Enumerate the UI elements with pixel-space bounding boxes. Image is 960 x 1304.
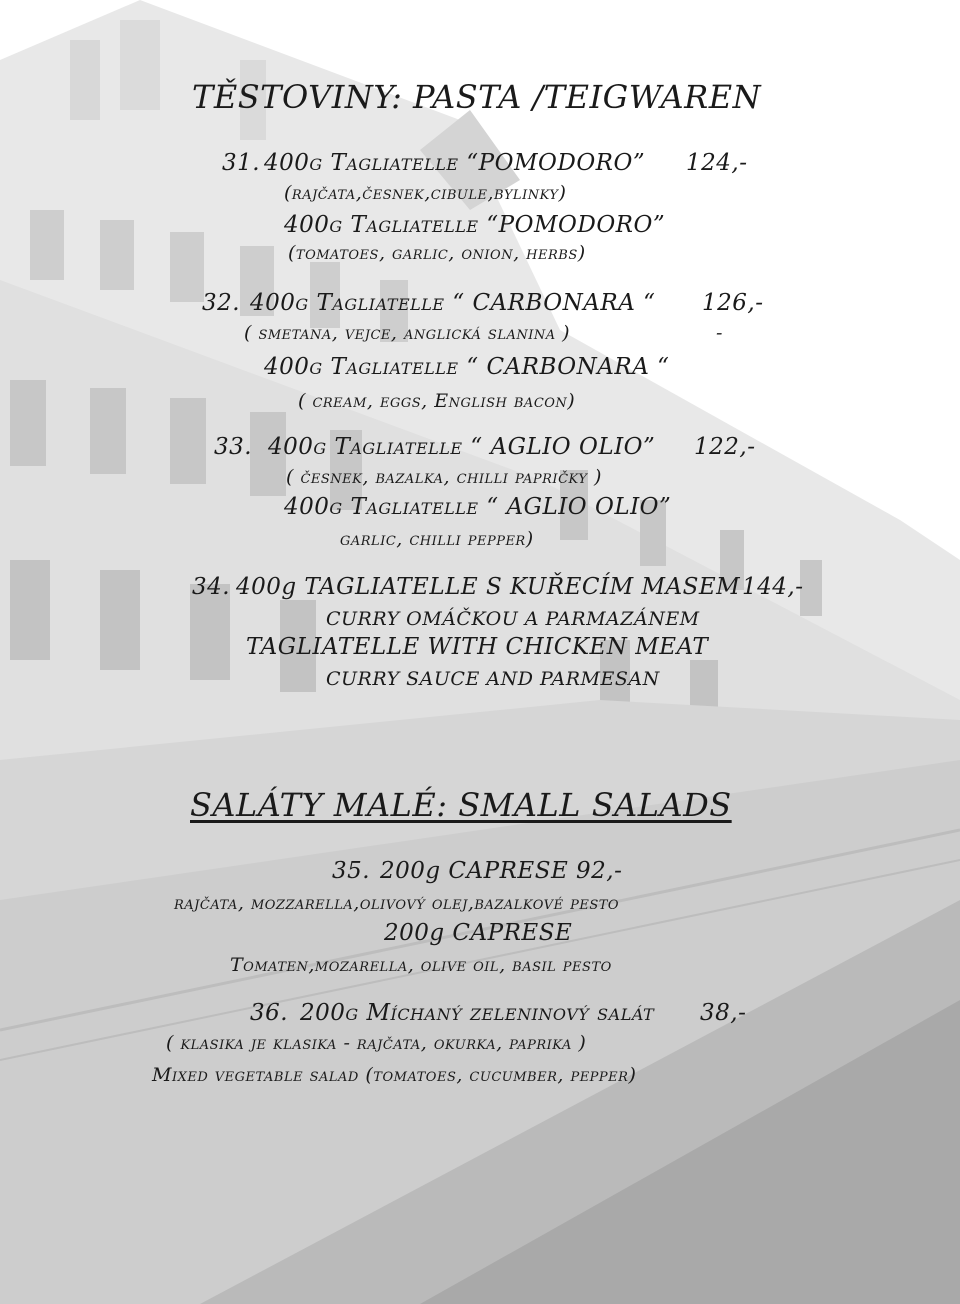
item-36-desc-cz: ( klasika je klasika - rajčata, okurka, paprika ) (166, 1032, 587, 1054)
item-34-number: 34. (192, 574, 231, 600)
item-35-name-cz: 200g CAPRESE (380, 858, 569, 884)
pasta-heading: TĚSTOVINY: PASTA /TEIGWAREN (192, 78, 762, 116)
item-34-desc-cz: CURRY OMÁČKOU A PARMAZÁNEM (326, 608, 700, 630)
salad-heading: SALÁTY MALÉ: SMALL SALADS (190, 786, 732, 824)
item-33-desc-en: garlic, chilli pepper) (340, 528, 534, 550)
item-32-name-en: 400g Tagliatelle “ CARBONARA “ (264, 354, 670, 380)
item-36-number: 36. (250, 1000, 289, 1026)
item-34-name-cz: 400g TAGLIATELLE S KUŘECÍM MASEM (236, 574, 741, 600)
item-36-price: 38,- (700, 1000, 747, 1026)
item-35-price: 92,- (576, 858, 623, 884)
item-31-price: 124,- (686, 150, 748, 176)
item-32-number: 32. (202, 290, 241, 316)
item-35-desc-en: Tomaten,mozarella, olive oil, basil pesto (230, 954, 612, 976)
item-33-name-cz: 400g Tagliatelle “ AGLIO OLIO” (268, 434, 656, 460)
item-36-desc-en: Mixed vegetable salad (tomatoes, cucumber, pepper) (152, 1064, 637, 1086)
item-33-price: 122,- (694, 434, 756, 460)
item-32-name-cz: 400g Tagliatelle “ CARBONARA “ (250, 290, 656, 316)
item-31-number: 31. (222, 150, 261, 176)
item-35-number: 35. (332, 858, 371, 884)
item-34-name-en: TAGLIATELLE WITH CHICKEN MEAT (246, 634, 709, 660)
item-35-name-en: 200g CAPRESE (384, 920, 573, 946)
item-31-name-en: 400g Tagliatelle “POMODORO” (284, 212, 666, 238)
item-32-desc-cz: ( smetana, vejce, anglická slanina ) (244, 322, 571, 344)
item-33-desc-cz: ( česnek, bazalka, chilli papričky ) (286, 466, 602, 488)
item-34-desc-en: CURRY SAUCE AND PARMESAN (326, 668, 660, 690)
item-36-name-cz: 200g Míchaný zeleninový salát (300, 1000, 655, 1026)
item-33-number: 33. (214, 434, 253, 460)
item-33-name-en: 400g Tagliatelle “ AGLIO OLIO” (284, 494, 672, 520)
item-35-desc-cz: rajčata, mozzarella,olivový olej,bazalkové pesto (174, 892, 620, 914)
item-32-price: 126,- (702, 290, 764, 316)
item-32-desc-en: ( cream, eggs, English bacon) (298, 390, 576, 412)
item-31-desc-en: (tomatoes, garlic, onion, herbs) (288, 242, 586, 264)
item-31-name-cz: 400g Tagliatelle “POMODORO” (264, 150, 646, 176)
item-32-dash: - (716, 322, 723, 344)
item-34-price: 144,- (742, 574, 804, 600)
item-31-desc-cz: (rajčata,česnek,cibule,bylinky) (284, 182, 567, 204)
